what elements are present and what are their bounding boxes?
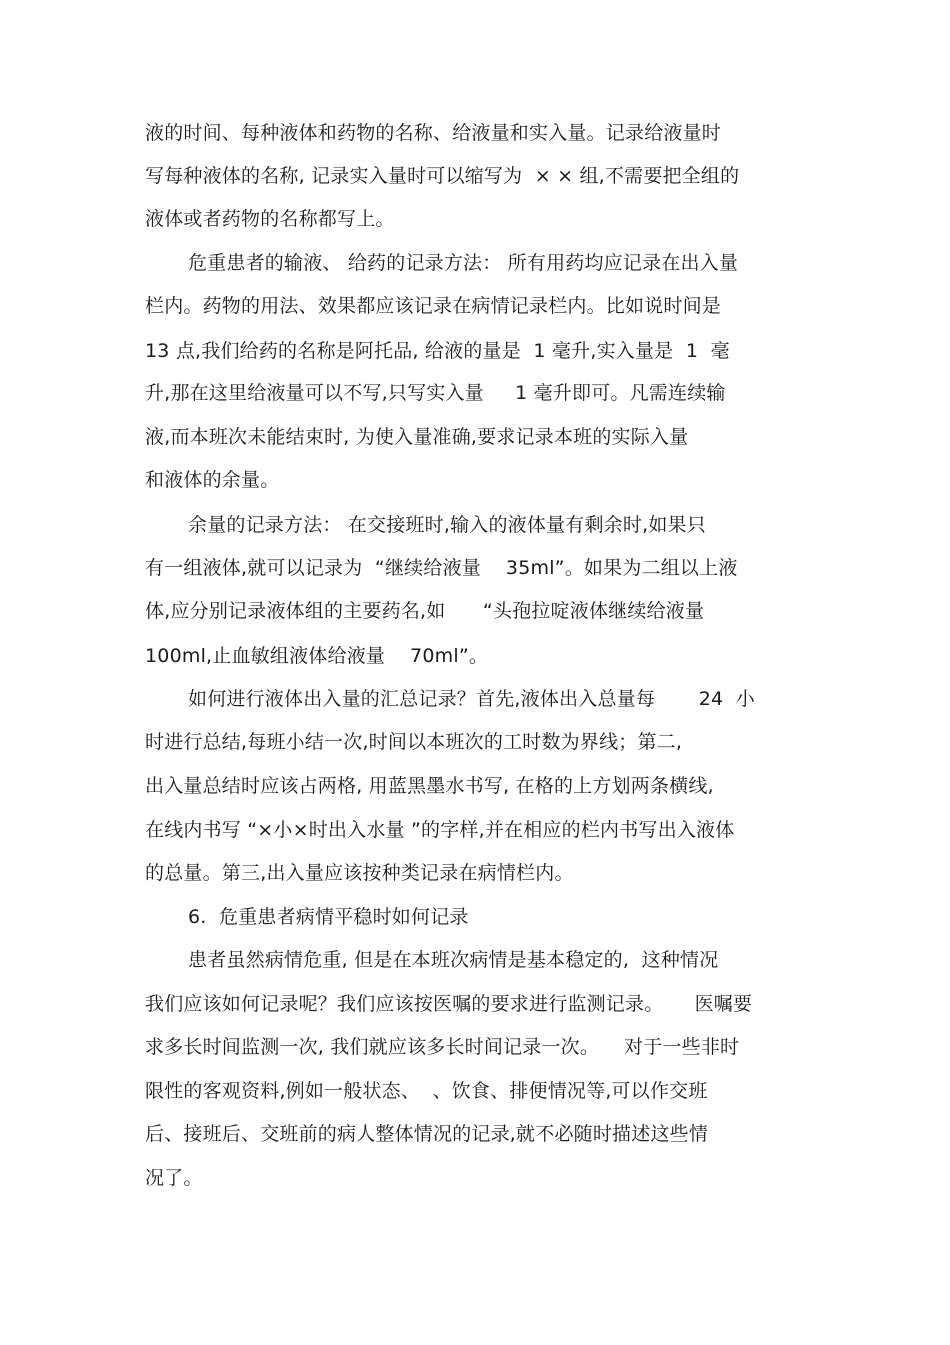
text-line: 液体或者药物的名称都写上。 <box>145 208 395 230</box>
text-line: 出入量总结时应该占两格, 用蓝黑墨水书写, 在格的上方划两条横线, <box>145 775 714 797</box>
text-line: 求多长时间监测一次, 我们就应该多长时间记录一次。 对于一些非时 <box>145 1036 740 1058</box>
paragraph-first-line: 患者虽然病情危重, 但是在本班次病情是基本稳定的, 这种情况 <box>188 949 719 971</box>
text-line: 体,应分别记录液体组的主要药名,如 “头孢拉啶液体继续给液量 <box>145 600 705 622</box>
paragraph-first-line: 余量的记录方法： 在交接班时,输入的液体量有剩余时,如果只 <box>188 514 706 536</box>
paragraph-first-line: 危重患者的输液、 给药的记录方法： 所有用药均应记录在出入量 <box>188 252 739 274</box>
text-line: 升,那在这里给液量可以不写,只写实入量 1 毫升即可。凡需连续输 <box>145 382 726 404</box>
text-line: 写每种液体的名称, 记录实入量时可以缩写为 × × 组,不需要把全组的 <box>145 165 740 187</box>
text-line: 栏内。药物的用法、效果都应该记录在病情记录栏内。比如说时间是 <box>145 295 722 317</box>
text-line: 的总量。第三,出入量应该按种类记录在病情栏内。 <box>145 862 574 884</box>
text-line: 限性的客观资料,例如一般状态、 、饮食、排便情况等,可以作交班 <box>145 1080 708 1102</box>
text-line: 有一组液体,就可以记录为 “继续给液量 35ml”。如果为二组以上液 <box>145 557 738 579</box>
text-line: 和液体的余量。 <box>145 469 280 491</box>
text-line: 100ml,止血敏组液体给液量 70ml”。 <box>145 645 489 667</box>
text-line: 时进行总结,每班小结一次,时间以本班次的工时数为界线；第二, <box>145 731 683 753</box>
section-heading: 6. 危重患者病情平稳时如何记录 <box>188 906 469 928</box>
text-line: 我们应该如何记录呢？我们应该按医嘱的要求进行监测记录。 医嘱要 <box>145 993 753 1015</box>
text-line: 在线内书写 “×小×时出入水量 ”的字样,并在相应的栏内书写出入液体 <box>145 819 735 841</box>
text-line: 液的时间、每种液体和药物的名称、给液量和实入量。记录给液量时 <box>145 122 722 144</box>
text-line: 况了。 <box>145 1167 203 1189</box>
text-line: 液,而本班次未能结束时, 为使入量准确,要求记录本班的实际入量 <box>145 426 689 448</box>
text-line: 后、接班后、交班前的病人整体情况的记录,就不必随时描述这些情 <box>145 1123 709 1145</box>
text-line: 13 点,我们给药的名称是阿托品, 给液的量是 1 毫升,实入量是 1 毫 <box>145 340 730 362</box>
paragraph-first-line: 如何进行液体出入量的汇总记录？首先,液体出入总量每 24 小 <box>188 688 755 710</box>
